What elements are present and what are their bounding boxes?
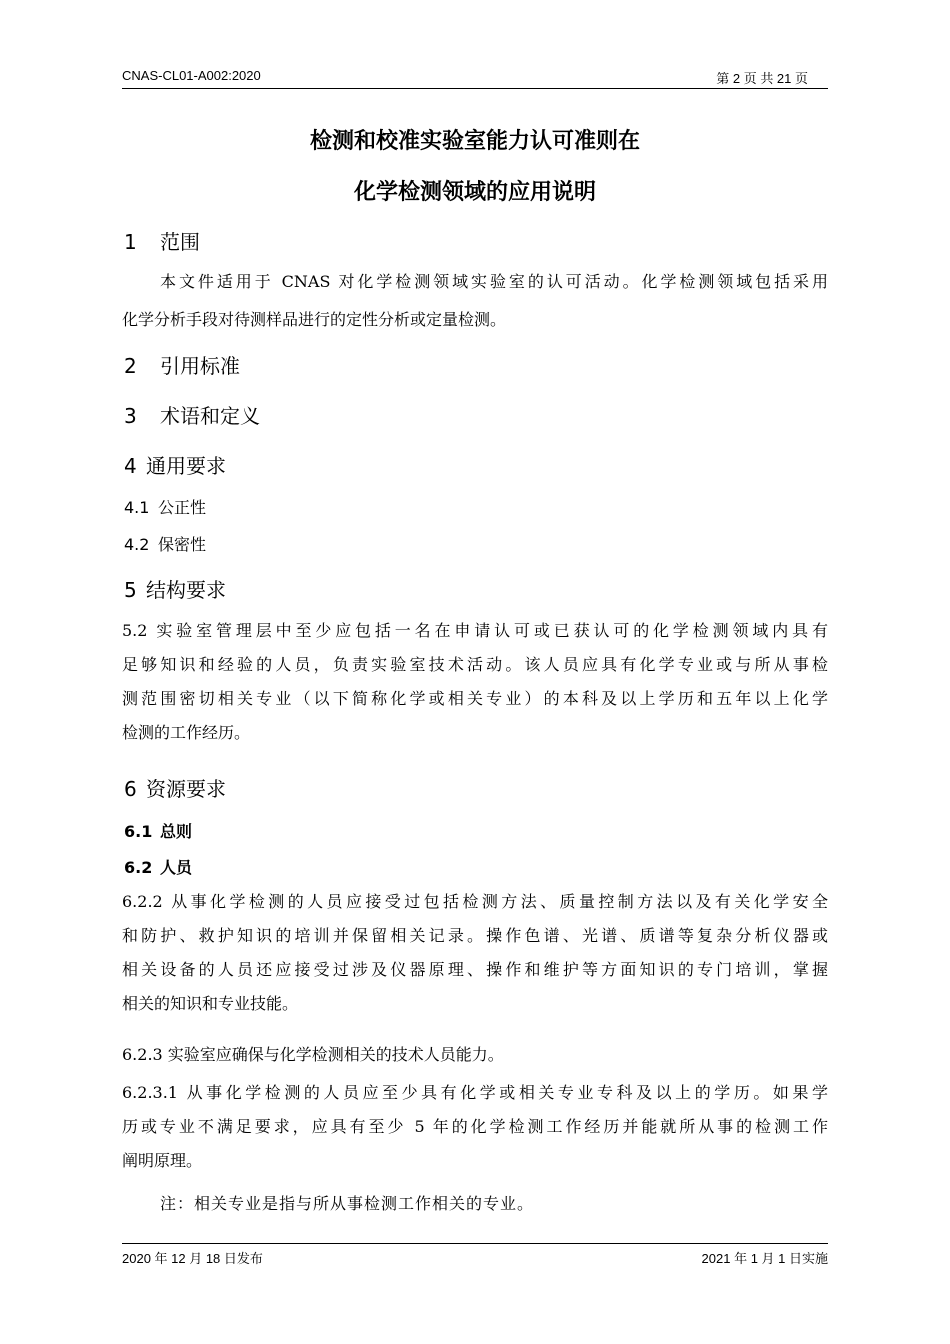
- section-2-heading: [124, 350, 240, 379]
- document-title-line-1: 检测和校准实验室能力认可准则在: [309, 129, 640, 154]
- section-number: 2: [124, 354, 137, 378]
- section-6-2-2-paragraph: [122, 885, 828, 1021]
- section-5-2-paragraph: [122, 614, 828, 750]
- section-number: 3: [124, 404, 137, 428]
- page-header: [122, 64, 828, 86]
- note-text: 注：相关专业是指与所从事检测工作相关的专业。: [160, 1194, 535, 1213]
- section-6-1-heading: [124, 819, 192, 842]
- paragraph-line: 相关设备的人员还应接受过涉及仪器原理、操作和维护等方面知识的专门培训，掌握: [122, 960, 828, 979]
- section-title: 术语和定义: [160, 404, 260, 428]
- paragraph-line: 检测的工作经历。: [122, 723, 251, 742]
- section-title: 结构要求: [146, 578, 226, 602]
- paragraph-line: 和防护、救护知识的培训并保留相关记录。操作色谱、光谱、质谱等复杂分析仪器或: [122, 926, 828, 945]
- header-divider: [122, 88, 828, 89]
- document-code: CNAS-CL01-A002:2020: [122, 68, 261, 83]
- section-title: 资源要求: [146, 777, 226, 801]
- subsection-title: 人员: [160, 858, 193, 877]
- section-number: 6: [124, 777, 137, 801]
- section-6-2-heading: [124, 855, 192, 878]
- subsection-number: 4.1: [124, 498, 150, 517]
- section-4-2-heading: [124, 532, 206, 555]
- section-6-heading: [124, 773, 226, 802]
- section-number: 1: [124, 230, 137, 254]
- subsection-number: 6.1: [124, 822, 153, 841]
- footer-divider: [122, 1243, 828, 1244]
- paragraph-line: 6.2.3.1 从事化学检测的人员应至少具有化学或相关专业专科及以上的学历。如果学: [122, 1083, 828, 1102]
- section-1-paragraph: [160, 265, 828, 299]
- section-title: 通用要求: [146, 454, 226, 478]
- paragraph-line: 相关的知识和专业技能。: [122, 994, 299, 1013]
- section-title: 范围: [160, 230, 200, 254]
- effective-date: 2021 年 1 月 1 日实施: [701, 1251, 828, 1266]
- document-title-line-2: 化学检测领域的应用说明: [353, 180, 596, 205]
- section-number: 5: [124, 578, 137, 602]
- section-1-heading: [124, 226, 200, 255]
- issue-date: 2020 年 12 月 18 日发布: [122, 1251, 263, 1266]
- subsection-title: 保密性: [158, 535, 207, 554]
- paragraph-line: 6.2.2 从事化学检测的人员应接受过包括检测方法、质量控制方法以及有关化学安全: [122, 892, 828, 911]
- paragraph-line: 测范围密切相关专业（以下简称化学或相关专业）的本科及以上学历和五年以上化学: [122, 689, 828, 708]
- paragraph-line: 化学分析手段对待测样品进行的定性分析或定量检测。: [122, 310, 507, 329]
- subsection-title: 公正性: [158, 498, 207, 517]
- section-5-heading: [124, 574, 226, 603]
- section-number: 4: [124, 454, 137, 478]
- section-title: 引用标准: [160, 354, 240, 378]
- section-3-heading: [124, 400, 260, 429]
- paragraph-line: 6.2.3 实验室应确保与化学检测相关的技术人员能力。: [122, 1045, 504, 1064]
- section-4-heading: [124, 450, 226, 479]
- section-6-2-3-1-paragraph: [122, 1076, 828, 1178]
- section-4-1-heading: [124, 495, 206, 518]
- paragraph-line: 足够知识和经验的人员，负责实验室技术活动。该人员应具有化学专业或与所从事检: [122, 655, 828, 674]
- paragraph-line: 本文件适用于 CNAS 对化学检测领域实验室的认可活动。化学检测领域包括采用: [160, 272, 828, 291]
- paragraph-line: 历或专业不满足要求，应具有至少 5 年的化学检测工作经历并能就所从事的检测工作: [122, 1117, 828, 1136]
- section-6-2-3-paragraph: [122, 1038, 828, 1072]
- subsection-title: 总则: [160, 822, 193, 841]
- subsection-number: 6.2: [124, 858, 153, 877]
- page-number: 第 2 页 共 21 页: [716, 71, 808, 86]
- paragraph-line: 5.2 实验室管理层中至少应包括一名在申请认可或已获认可的化学检测领域内具有: [122, 621, 828, 640]
- subsection-number: 4.2: [124, 535, 150, 554]
- section-1-paragraph-cont: [122, 303, 828, 337]
- paragraph-line: 阐明原理。: [122, 1151, 203, 1170]
